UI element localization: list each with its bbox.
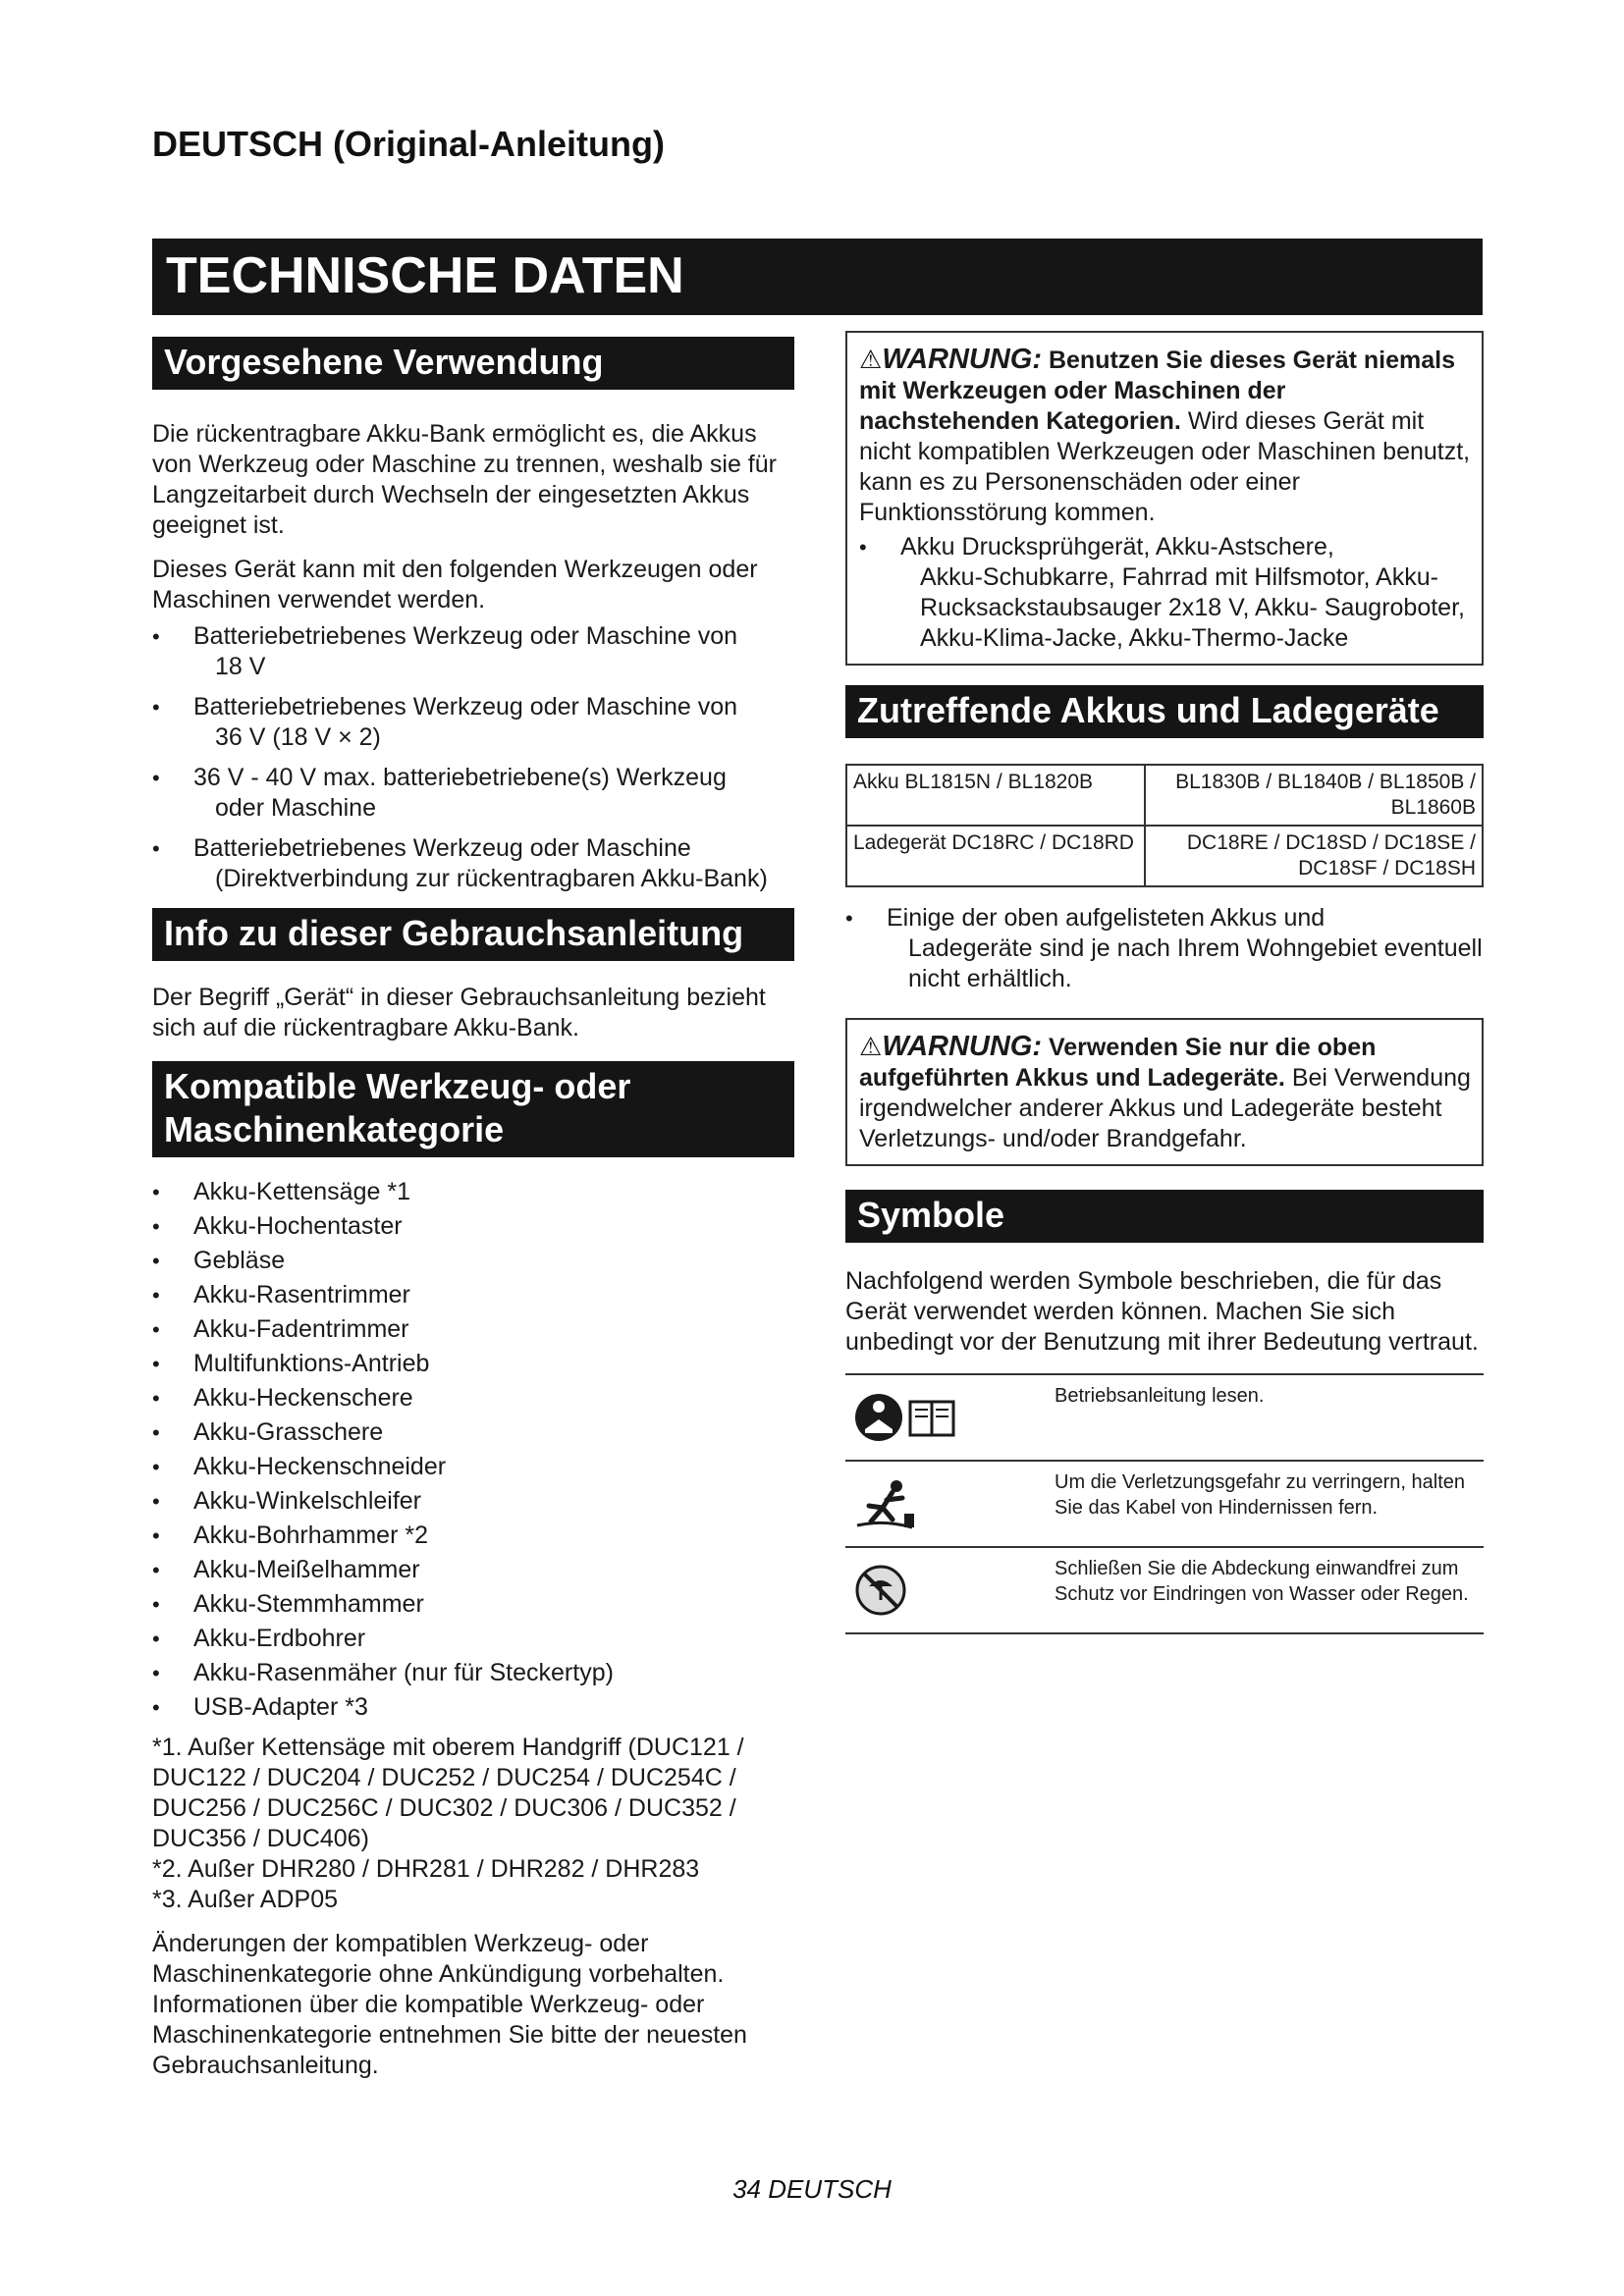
no-rain-icon	[853, 1563, 908, 1618]
verwendung-paragraph-1: Die rückentragbare Akku-Bank ermöglicht es, die Akkus von Werkzeug oder Maschine zu trennen, weshalb sie für Langzeitarbeit durch Wechseln der eingesetzten Akkus geeignet ist.	[152, 420, 777, 539]
section-heading-akkus: Zutreffende Akkus und Ladegeräte	[845, 685, 1484, 738]
table-row	[845, 1375, 1484, 1462]
section-heading-symbole: Symbole	[845, 1190, 1484, 1243]
table-cell: Akku BL1815N / BL1820B	[846, 765, 1145, 826]
warning-box-1	[845, 331, 1484, 666]
footnote-3: *3. Außer ADP05	[152, 1886, 339, 1913]
table-cell: BL1830B / BL1840B / BL1850B / BL1860B	[1145, 765, 1483, 826]
main-title: TECHNISCHE DATEN	[152, 239, 1483, 315]
symbols-table	[845, 1373, 1484, 1634]
warning-bold-text: Benutzen Sie dieses Gerät niemals mit Werkzeugen oder Maschinen der nachstehenden Kategorien.	[859, 347, 1456, 435]
table-row	[845, 1548, 1484, 1634]
list-item: • Akku-Grasschere	[152, 1417, 794, 1448]
warning-box-2	[845, 1018, 1484, 1166]
list-item: • Batteriebetriebenes Werkzeug oder Maschine von 36 V (18 V × 2)	[152, 692, 794, 753]
list-item: • 36 V - 40 V max. batteriebetriebene(s) Werkzeug oder Maschine	[152, 763, 794, 824]
right-column	[845, 331, 1484, 1634]
list-item: • Akku-Meißelhammer	[152, 1555, 794, 1585]
page-header: DEUTSCH (Original-Anleitung)	[152, 124, 665, 164]
warning-text: Wird dieses Gerät mit nicht kompatiblen Werkzeugen oder Maschinen benutzt, kann es zu Personenschäden oder einer Funktionsstörung kommen.	[859, 407, 1471, 526]
list-item: • Akku-Stemmhammer	[152, 1589, 794, 1620]
list-item: • Akku-Rasenmäher (nur für Steckertyp)	[152, 1658, 794, 1688]
warning-text: Bei Verwendung irgendwelcher anderer Akkus und Ladegeräte besteht Verletzungs- und/oder Brandgefahr.	[859, 1064, 1471, 1152]
list-item: • Batteriebetriebenes Werkzeug oder Maschine von 18 V	[152, 621, 794, 682]
warning-bold-text: Verwenden Sie nur die oben aufgeführten Akkus und Ladegeräte.	[859, 1034, 1377, 1092]
page-footer: 34 DEUTSCH	[732, 2174, 892, 2204]
symbole-intro: Nachfolgend werden Symbole beschrieben, die für das Gerät verwendet werden können. Machen Sie sich unbedingt vor der Benutzung mit ihrer Bedeutung vertraut.	[845, 1267, 1479, 1356]
list-item: • Akku-Hochentaster	[152, 1211, 794, 1242]
symbol-description: Schließen Sie die Abdeckung einwandfrei zum Schutz vor Eindringen von Wasser oder Regen.	[1055, 1558, 1469, 1605]
read-manual-icon	[853, 1390, 961, 1445]
symbol-description: Betriebsanleitung lesen.	[1055, 1385, 1265, 1407]
list-item: • Akku-Erdbohrer	[152, 1624, 794, 1654]
table-cell: DC18RE / DC18SD / DC18SE / DC18SF / DC18SH	[1145, 826, 1483, 886]
info-paragraph: Der Begriff „Gerät“ in dieser Gebrauchsanleitung bezieht sich auf die rückentragbare Akku-Bank.	[152, 984, 766, 1041]
footnote-2: *2. Außer DHR280 / DHR281 / DHR282 / DHR283	[152, 1855, 700, 1883]
list-item: • USB-Adapter *3	[152, 1692, 794, 1723]
section-heading-kompatibel: Kompatible Werkzeug- oder Maschinenkategorie	[152, 1061, 794, 1157]
table-row	[845, 1462, 1484, 1548]
left-column	[152, 337, 794, 2081]
footnote-1: *1. Außer Kettensäge mit oberem Handgriff (DUC121 / DUC122 / DUC204 / DUC252 / DUC254 / DUC254C / DUC256 / DUC256C / DUC302 / DUC306 / DUC352 / DUC356 / DUC406)	[152, 1734, 744, 1852]
list-item: • Einige der oben aufgelisteten Akkus und Ladegeräte sind je nach Ihrem Wohngebiet eventuell nicht erhältlich.	[845, 903, 1484, 994]
list-item: • Akku-Heckenschere	[152, 1383, 794, 1414]
table-row	[846, 826, 1483, 886]
table-row	[846, 765, 1483, 826]
symbol-description: Um die Verletzungsgefahr zu verringern, halten Sie das Kabel von Hindernissen fern.	[1055, 1471, 1466, 1519]
section-heading-info: Info zu dieser Gebrauchsanleitung	[152, 908, 794, 961]
list-item: • Batteriebetriebenes Werkzeug oder Maschine (Direktverbindung zur rückentragbaren Akku-Bank)	[152, 833, 794, 894]
battery-charger-table	[845, 764, 1484, 887]
list-item: • Akku-Fadentrimmer	[152, 1314, 794, 1345]
warning-triangle-icon: ⚠	[859, 1032, 883, 1061]
warning-label: WARNUNG:	[882, 1031, 1043, 1062]
verwendung-list	[152, 621, 794, 894]
trip-hazard-icon	[853, 1476, 922, 1531]
list-item: • Akku-Winkelschleifer	[152, 1486, 794, 1517]
list-item: • Multifunktions-Antrieb	[152, 1349, 794, 1379]
warning-triangle-icon: ⚠	[859, 345, 883, 374]
closing-paragraph: Änderungen der kompatiblen Werkzeug- oder Maschinenkategorie ohne Ankündigung vorbehalten. Informationen über die kompatible Werkzeug- oder Maschinenkategorie entnehmen Sie bitte der neuesten Gebrauchsanleitung.	[152, 1930, 747, 2079]
list-item: • Akku Drucksprühgerät, Akku-Astschere, Akku-Schubkarre, Fahrrad mit Hilfsmotor, Akku-Rucksackstaubsauger 2x18 V, Akku- Saugroboter, Akku-Klima-Jacke, Akku-Thermo-Jacke	[859, 532, 1472, 654]
table-cell: Ladegerät DC18RC / DC18RD	[846, 826, 1145, 886]
warning-label: WARNUNG:	[882, 344, 1043, 375]
list-item: • Akku-Heckenschneider	[152, 1452, 794, 1482]
list-item: • Gebläse	[152, 1246, 794, 1276]
list-item: • Akku-Bohrhammer *2	[152, 1521, 794, 1551]
list-item: • Akku-Rasentrimmer	[152, 1280, 794, 1310]
section-heading-verwendung: Vorgesehene Verwendung	[152, 337, 794, 390]
verwendung-paragraph-2: Dieses Gerät kann mit den folgenden Werkzeugen oder Maschinen verwendet werden.	[152, 556, 758, 614]
compatible-tools-list	[152, 1177, 794, 1723]
list-item: • Akku-Kettensäge *1	[152, 1177, 794, 1207]
